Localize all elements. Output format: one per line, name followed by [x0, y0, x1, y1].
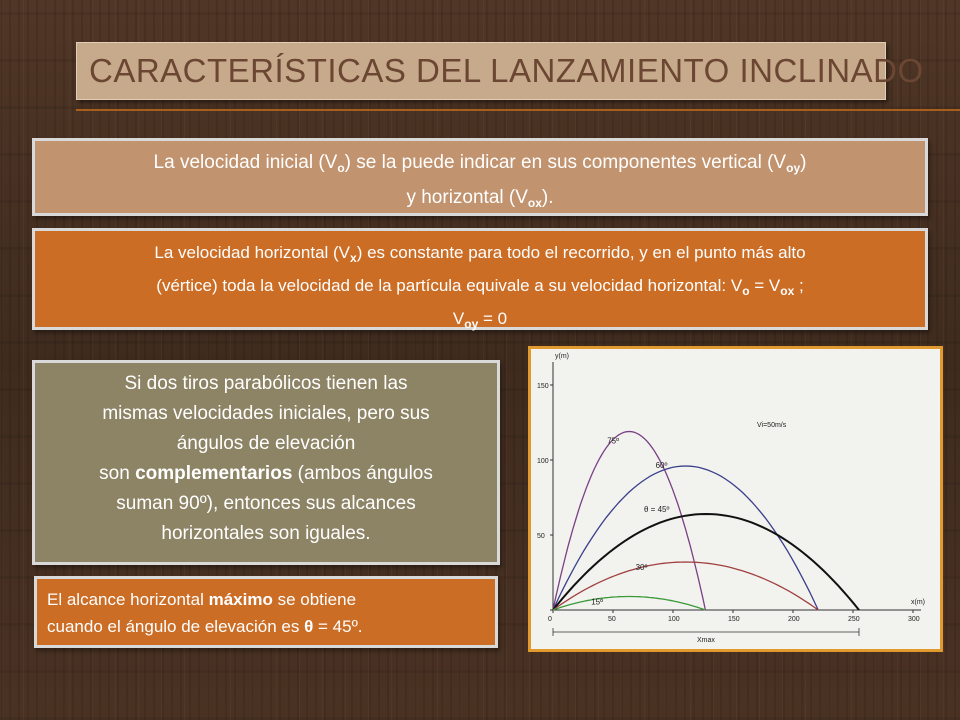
- box2-text: ) es constante para todo el recorrido, y en el punto más alto: [356, 243, 806, 262]
- box2-sub-o: o: [742, 284, 750, 298]
- box3-line: son: [99, 463, 136, 484]
- box1-text: ) se la puede indicar en sus componentes vertical (V: [344, 152, 787, 173]
- box2-text: ;: [794, 276, 804, 295]
- initial-velocity-label: Vi=50m/s: [757, 422, 787, 429]
- box4-text: se obtiene: [272, 590, 357, 609]
- x-tick-label: 0: [548, 616, 552, 623]
- box3-line: horizontales son iguales.: [161, 523, 371, 544]
- x-axis-label: x(m): [911, 599, 925, 606]
- x-tick-label: 250: [848, 616, 860, 623]
- y-tick-label: 100: [537, 458, 549, 465]
- box1-sub-o: o: [337, 161, 345, 175]
- box4-text: cuando el ángulo de elevación es: [47, 617, 305, 636]
- box3-emphasis: complementarios: [135, 463, 293, 484]
- trajectory-line: [553, 597, 705, 611]
- box-complementary-angles: [32, 360, 500, 565]
- xmax-label: Xmax: [697, 637, 715, 644]
- y-tick-label: 50: [537, 533, 545, 540]
- box1-sub-ox: ox: [527, 196, 542, 210]
- x-tick-label: 100: [668, 616, 680, 623]
- trajectory-chart: [528, 346, 943, 652]
- box1-sub-oy: oy: [786, 161, 801, 175]
- box1-text: La velocidad inicial (V: [153, 152, 338, 173]
- box2-text: = V: [749, 276, 781, 295]
- box1-text: ): [800, 152, 807, 173]
- box4-theta: θ: [304, 617, 314, 636]
- x-tick-label: 50: [608, 616, 616, 623]
- box3-line: mismas velocidades iniciales, pero sus: [102, 403, 430, 424]
- box-horizontal-velocity: [32, 228, 928, 330]
- box4-text: = 45º.: [313, 617, 363, 636]
- box2-text: (vértice) toda la velocidad de la partícula equivale a su velocidad horizontal: V: [156, 276, 743, 295]
- y-axis-label: y(m): [555, 353, 569, 360]
- slide-title: CARACTERÍSTICAS DEL LANZAMIENTO INCLINADO: [89, 52, 924, 89]
- box4-emphasis: máximo: [208, 590, 273, 609]
- box-velocity-components: [32, 138, 928, 216]
- box-max-range: [34, 576, 498, 648]
- box2-text: La velocidad horizontal (V: [154, 243, 351, 262]
- trajectory-label: θ = 45º: [644, 505, 670, 514]
- box3-line: suman 90º), entonces sus alcances: [116, 493, 416, 514]
- box2-text: = 0: [478, 309, 508, 328]
- box2-sub-x: x: [350, 251, 357, 265]
- trajectory-chart-svg: [531, 349, 940, 649]
- trajectory-label: 15º: [591, 597, 604, 607]
- trajectory-line: [553, 466, 818, 610]
- trajectory-label: 30º: [635, 563, 648, 572]
- box3-line: ángulos de elevación: [176, 433, 356, 454]
- title-box: [76, 42, 924, 100]
- box3-line: Si dos tiros parabólicos tienen las: [124, 373, 408, 394]
- box3-line: (ambos ángulos: [292, 463, 433, 484]
- box4-text: El alcance horizontal: [47, 590, 209, 609]
- trajectory-label: 60º: [655, 461, 668, 470]
- trajectory-label: 75º: [607, 436, 620, 446]
- x-tick-label: 200: [788, 616, 800, 623]
- x-tick-label: 150: [728, 616, 740, 623]
- box1-text: ).: [541, 187, 554, 208]
- y-tick-label: 150: [537, 383, 549, 390]
- box2-sub-oy: oy: [464, 317, 479, 331]
- title-rule: [76, 109, 960, 111]
- x-tick-label: 300: [908, 616, 920, 623]
- box2-text: V: [452, 309, 465, 328]
- box2-sub-ox: ox: [780, 284, 795, 298]
- box1-text: y horizontal (V: [406, 187, 528, 208]
